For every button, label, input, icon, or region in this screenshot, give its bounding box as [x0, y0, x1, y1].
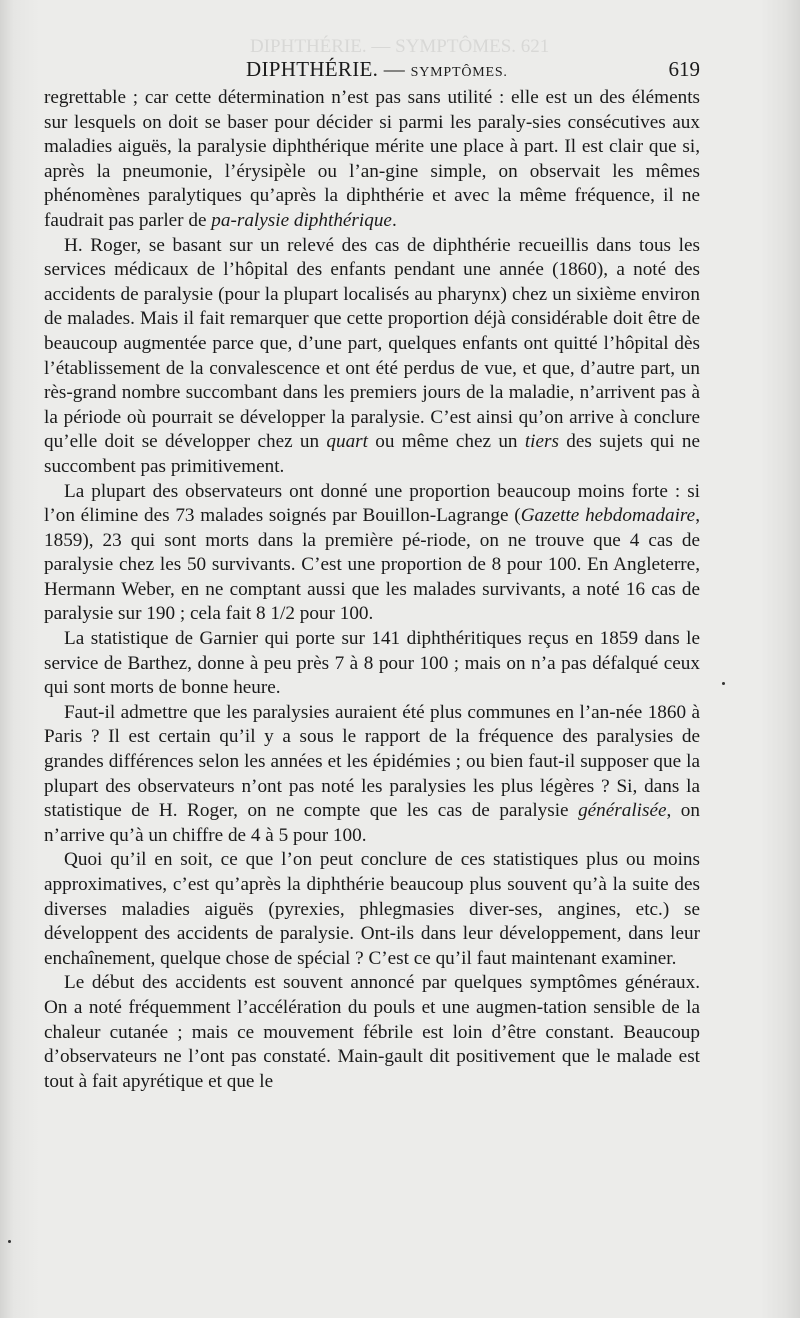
show-through: DIPHTHÉRIE. — SYMPTÔMES. 621 [250, 36, 550, 57]
header-subtitle: SYMPTÔMES. [410, 65, 508, 80]
italic-text: généralisée [578, 800, 667, 822]
running-title [246, 57, 508, 82]
text-run: des sujets qui ne succombent pas primitivement. [44, 431, 700, 477]
text-run: H. Roger, se basant sur un relevé des cas de diphthérie recueillis dans tous les services médicaux de l’hôpital des enfants pendant une année (1860), a noté des accidents de paralysie (pour la plupart localisés au pharynx) chez un sixième environ de malades. Mais il fait remarquer que cette proportion déjà considérable doit être de beaucoup augmentée parce que, d’une part, quelques enfants ont quitté l’hôpital dès l’établissement de la convalescence et ont été perdus de vue, et que, d’autre part, un rès-grand nombre succombant dans les premiers jours de la maladie, n’arrivent pas à la période où pourrait se développer la paralysie. C’est ainsi qu’on arrive à conclure qu’elle doit se développer chez un [44, 234, 700, 453]
running-header [44, 54, 700, 84]
text-run: regrettable ; car cette détermination n’est pas sans utilité : elle est un des éléments sur lesquels on doit se baser pour décider si parmi les paraly-sies consécutives aux maladies aiguës, la paralysie diphthérique mérite une place à part. Il est clair que si, après la pneumonie, l’érysipèle ou l’an-gine simple, on observait les mêmes phénomènes paralytiques qu’après la diphthérie et avec la même fréquence, il ne faudrait pas parler de [44, 87, 700, 231]
text-run: ou même chez un [367, 431, 525, 453]
text-run: Le début des accidents est souvent annoncé par quelques symptômes généraux. On a noté fréquemment l’accélération du pouls et une augmen-tation sensible de la chaleur cutanée ; mais ce mouvement fébrile est loin d’être constant. Beaucoup d’observateurs ne l’ont pas constaté. Main-gault dit positivement que le malade est tout à fait apyrétique et que le [44, 972, 700, 1092]
paragraph [44, 701, 700, 849]
text-run: Quoi qu’il en soit, ce que l’on peut conclure de ces statistiques plus ou moins approximatives, c’est qu’après la diphthérie beaucoup plus souvent qu’à la suite des diverses maladies aiguës (pyrexies, phlegmasies diver-ses, angines, etc.) se développent des accidents de paralysie. Ont-ils dans leur développement, dans leur enchaînement, quelque chose de spécial ? C’est ce qu’il faut maintenant examiner. [44, 849, 700, 969]
body-text [44, 86, 700, 1094]
margin-mark [8, 1240, 11, 1243]
text-run: . [391, 209, 397, 231]
paragraph [44, 234, 700, 480]
paragraph [44, 480, 700, 628]
page-number: 619 [668, 57, 700, 81]
header-dash: — [383, 57, 406, 81]
italic-text: tiers [524, 431, 559, 453]
italic-text: pa-ralysie diphthérique [211, 209, 392, 231]
italic-text: quart [326, 431, 368, 453]
header-title: DIPHTHÉRIE. [246, 57, 379, 81]
paragraph [44, 971, 700, 1094]
italic-text: Gazette hebdomadaire [520, 505, 696, 527]
text-run: La plupart des observateurs ont donné une proportion beaucoup moins forte : si l’on élimine des 73 malades soignés par Bouillon-Lagrange ( [44, 480, 700, 527]
paragraph [44, 86, 700, 234]
text-run: La statistique de Garnier qui porte sur 141 diphthéritiques reçus en 1859 dans le service de Barthez, donne à peu près 7 à 8 pour 100 ; mais on n’a pas défalqué ceux qui sont morts de bonne heure. [44, 628, 700, 699]
margin-mark [722, 682, 725, 685]
text-run: , 1859), 23 qui sont morts dans la première pé-riode, on ne trouve que 4 cas de paralysie chez les 50 survivants. C’est une proportion de 8 pour 100. En Angleterre, Hermann Weber, en ne comptant aussi que les malades survivants, a noté 16 cas de paralysie sur 190 ; cela fait 8 1/2 pour 100. [44, 505, 700, 625]
paragraph [44, 848, 700, 971]
text-run: Faut-il admettre que les paralysies auraient été plus communes en l’an-née 1860 à Paris ? Il est certain qu’il y a sous le rapport de la fréquence des paralysies de grandes différences selon les années et les épidémies ; ou bien faut-il supposer que la plupart des observateurs n’ont pas noté les paralysies les plus légères ? Si, dans la statistique de H. Roger, on ne compte que les cas de paralysie [44, 701, 700, 822]
text-run: , on n’arrive qu’à un chiffre de 4 à 5 pour 100. [44, 800, 700, 846]
paragraph [44, 627, 700, 701]
